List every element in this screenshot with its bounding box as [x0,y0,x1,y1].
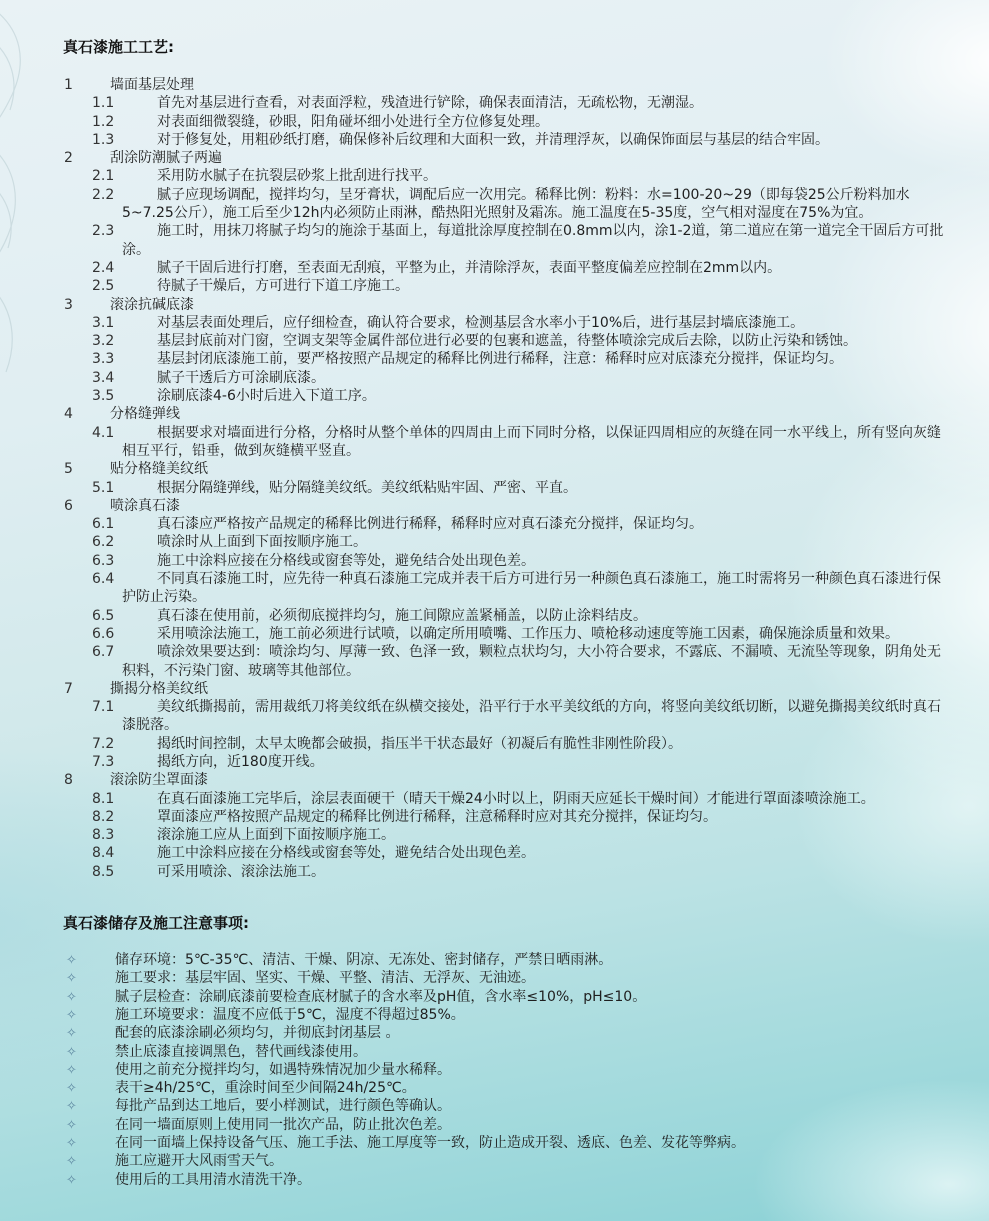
step-number: 6.7 [92,644,115,661]
process-step-row [0,552,989,570]
step-number: 4.1 [92,424,115,441]
section-title: 分格缝弹线 [110,406,180,423]
step-number: 8.1 [92,790,115,807]
process-step-row [0,790,989,808]
process-step-row [0,94,989,112]
four-pointed-star-icon: ✧ [66,1099,77,1115]
note-text: 每批产品到达工地后，要小样测试，进行颜色等确认。 [115,1098,451,1115]
four-pointed-star-icon: ✧ [66,1007,77,1023]
step-text: 罩面漆应严格按照产品规定的稀释比例进行稀释，注意稀释时应对其充分搅拌，保证均匀。 [157,808,717,825]
step-text: 腻子干透后方可涂刷底漆。 [157,369,325,386]
step-number: 6.1 [92,516,115,533]
step-number: 6.5 [92,607,115,624]
step-text: 喷涂时从上面到下面按顺序施工。 [157,534,367,551]
step-number: 1.3 [92,131,115,148]
section-heading-row [0,680,989,698]
process-list [0,76,989,881]
step-number: 8.4 [92,845,115,862]
process-step-row [0,167,989,185]
step-number: 7.3 [92,753,115,770]
process-step-row [0,698,989,735]
section-number: 4 [64,406,73,423]
section-title: 刮涂防潮腻子两遍 [110,150,222,167]
step-number: 3.3 [92,351,115,368]
note-text: 在同一面墙上保持设备气压、施工手法、施工厚度等一致，防止造成开裂、透底、色差、发花等弊病。 [115,1135,745,1152]
notes-list [0,951,989,1189]
step-number: 3.4 [92,369,115,386]
section-number: 3 [64,296,73,313]
process-step-row [0,863,989,881]
note-item-row [0,1024,989,1042]
four-pointed-star-icon: ✧ [66,971,77,987]
step-number: 6.6 [92,625,115,642]
section-number: 8 [64,772,73,789]
process-step-row [0,131,989,149]
section-number: 1 [64,77,73,93]
step-number: 2.4 [92,259,115,276]
four-pointed-star-icon: ✧ [66,1117,77,1133]
process-step-row [0,808,989,826]
process-step-row [0,643,989,680]
step-number: 7.2 [92,735,115,752]
process-step-row [0,515,989,533]
four-pointed-star-icon: ✧ [66,1044,77,1060]
step-text: 基层封底前对门窗，空调支架等金属件部位进行必要的包裹和遮盖，待整体喷涂完成后去除，以防止污染和锈蚀。 [157,333,857,350]
note-item-row [0,1171,989,1189]
four-pointed-star-icon: ✧ [66,989,77,1005]
process-step-row [0,753,989,771]
step-number: 8.5 [92,863,115,880]
four-pointed-star-icon: ✧ [66,1172,77,1188]
step-text: 真石漆应严格按产品规定的稀释比例进行稀释，稀释时应对真石漆充分搅拌，保证均匀。 [157,516,703,533]
step-text: 揭纸时间控制，太早太晚都会破损，指压半干状态最好（初凝后有脆性非刚性阶段）。 [157,735,682,752]
step-text: 涂刷底漆4-6小时后进入下道工序。 [157,388,376,405]
step-number: 2.1 [92,168,115,185]
process-step-row [0,844,989,862]
section-heading-row [0,497,989,515]
step-number: 2.3 [92,223,115,240]
step-number: 1.2 [92,113,115,130]
step-number: 3.5 [92,388,115,405]
step-text: 腻子应现场调配，搅拌均匀，呈牙膏状，调配后应一次用完。稀释比例：粉料：水=100-20~29（即每袋25公斤粉料加水5~7.25公斤），施工后至少12h内必须防止雨淋，酷热阳光照射及霜冻。施工温度在5-35度，空气相对湿度在75%为宜。 [122,186,910,222]
step-text: 对表面细微裂缝，砂眼，阳角碰坏细小处进行全方位修复处理。 [157,113,549,130]
note-text: 使用之前充分搅拌均匀，如遇特殊情况加少量水稀释。 [115,1061,451,1078]
section-number: 6 [64,497,73,514]
note-item-row [0,1097,989,1115]
four-pointed-star-icon: ✧ [66,1154,77,1170]
process-step-row [0,186,989,223]
section-title: 喷涂真石漆 [110,497,180,514]
step-text: 美纹纸撕揭前，需用裁纸刀将美纹纸在纵横交接处，沿平行于水平美纹纸的方向，将竖向美纹纸切断，以避免撕揭美纹纸时真石漆脱落。 [122,699,941,734]
step-number: 2.5 [92,278,115,295]
step-text: 施工中涂料应接在分格线或窗套等处，避免结合处出现色差。 [157,552,535,569]
page-title: 真石漆施工工艺: [63,38,174,56]
process-step-row [0,350,989,368]
section-heading-row [0,460,989,478]
section-heading-row [0,771,989,789]
section-title: 贴分格缝美纹纸 [110,461,208,478]
note-item-row [0,1043,989,1061]
step-number: 8.2 [92,808,115,825]
four-pointed-star-icon: ✧ [66,1062,77,1078]
section-title: 滚涂防尘罩面漆 [110,772,208,789]
process-step-row [0,479,989,497]
step-text: 采用喷涂法施工，施工前必须进行试喷，以确定所用喷嘴、工作压力、喷枪移动速度等施工因素，确保施涂质量和效果。 [157,625,899,642]
process-step-row [0,826,989,844]
section-heading-row [0,405,989,423]
notes-title: 真石漆储存及施工注意事项: [63,914,249,933]
note-item-row [0,969,989,987]
step-text: 根据分隔缝弹线，贴分隔缝美纹纸。美纹纸粘贴牢固、严密、平直。 [157,479,577,496]
section-title: 墙面基层处理 [110,77,194,93]
step-text: 待腻子干燥后，方可进行下道工序施工。 [157,278,409,295]
note-text: 使用后的工具用清水清洗干净。 [115,1171,311,1188]
step-number: 7.1 [92,699,115,716]
step-text: 揭纸方向，近180度开线。 [157,753,324,770]
process-step-row [0,259,989,277]
step-text: 滚涂施工应从上面到下面按顺序施工。 [157,827,395,844]
step-text: 不同真石漆施工时，应先待一种真石漆施工完成并表干后方可进行另一种颜色真石漆施工，施工时需将另一种颜色真石漆进行保护防止污染。 [122,571,941,606]
step-text: 真石漆在使用前，必须彻底搅拌均匀，施工间隙应盖紧桶盖，以防止涂料结皮。 [157,607,647,624]
process-step-row [0,113,989,131]
step-text: 在真石面漆施工完毕后，涂层表面硬干（晴天干燥24小时以上，阴雨天应延长干燥时间）才能进行罩面漆喷涂施工。 [157,790,875,807]
note-text: 表干≥4h/25℃，重涂时间至少间隔24h/25℃。 [115,1080,416,1097]
step-text: 采用防水腻子在抗裂层砂浆上批刮进行找平。 [157,168,437,185]
step-text: 可采用喷涂、滚涂法施工。 [157,863,325,880]
step-text: 喷涂效果要达到：喷涂均匀、厚薄一致、色泽一致，颗粒点状均匀，大小符合要求，不露底、不漏喷、无流坠等现象，阴角处无积料，不污染门窗、玻璃等其他部位。 [122,644,941,679]
process-step-row [0,222,989,259]
step-number: 2.2 [92,186,115,203]
note-text: 禁止底漆直接调黑色，替代画线漆使用。 [115,1043,367,1060]
step-text: 对于修复处，用粗砂纸打磨，确保修补后纹理和大面积一致，并清理浮灰，以确保饰面层与基层的结合牢固。 [157,131,829,148]
section-title: 滚涂抗碱底漆 [110,296,194,313]
four-pointed-star-icon: ✧ [66,1026,77,1042]
section-heading-row [0,149,989,167]
step-text: 施工时，用抹刀将腻子均匀的施涂于基面上，每道批涂厚度控制在0.8mm以内，涂1-2道，第二道应在第一道完全干固后方可批涂。 [122,223,944,258]
step-number: 1.1 [92,95,115,112]
note-item-row [0,1006,989,1024]
note-item-row [0,988,989,1006]
note-text: 在同一墙面原则上使用同一批次产品，防止批次色差。 [115,1116,451,1133]
step-text: 对基层表面处理后，应仔细检查，确认符合要求，检测基层含水率小于10%后，进行基层封墙底漆施工。 [157,314,805,331]
note-text: 储存环境：5℃-35℃、清洁、干燥、阴凉、无冻处、密封储存，严禁日晒雨淋。 [115,952,613,969]
process-step-row [0,625,989,643]
note-text: 施工应避开大风雨雪天气。 [115,1153,283,1170]
note-item-row [0,1134,989,1152]
process-step-row [0,332,989,350]
section-number: 2 [64,150,73,167]
step-text: 基层封闭底漆施工前，要严格按照产品规定的稀释比例进行稀释，注意：稀释时应对底漆充分搅拌，保证均匀。 [157,351,843,368]
process-step-row [0,314,989,332]
step-number: 3.1 [92,314,115,331]
process-step-row [0,387,989,405]
step-text: 腻子干固后进行打磨，至表面无刮痕，平整为止，并清除浮灰，表面平整度偏差应控制在2mm以内。 [157,259,782,276]
step-number: 8.3 [92,827,115,844]
note-text: 配套的底漆涂刷必须均匀，并彻底封闭基层 。 [115,1025,400,1042]
step-text: 首先对基层进行查看，对表面浮粒，残渣进行铲除，确保表面清洁，无疏松物，无潮湿。 [157,95,703,112]
step-number: 3.2 [92,333,115,350]
section-number: 7 [64,680,73,697]
process-step-row [0,424,989,461]
section-heading-row [0,76,989,94]
section-number: 5 [64,461,73,478]
note-text: 施工环境要求：温度不应低于5℃，湿度不得超过85%。 [115,1006,465,1023]
four-pointed-star-icon: ✧ [66,1081,77,1097]
process-step-row [0,369,989,387]
step-number: 5.1 [92,479,115,496]
note-item-row [0,1079,989,1097]
four-pointed-star-icon: ✧ [66,953,77,969]
process-step-row [0,735,989,753]
note-item-row [0,1061,989,1079]
section-title: 撕揭分格美纹纸 [110,680,208,697]
note-text: 腻子层检查：涂刷底漆前要检查底材腻子的含水率及pH值，含水率≤10%，pH≤10。 [115,988,647,1005]
four-pointed-star-icon: ✧ [66,1136,77,1152]
step-number: 6.3 [92,552,115,569]
note-item-row [0,1116,989,1134]
step-text: 施工中涂料应接在分格线或窗套等处，避免结合处出现色差。 [157,845,535,862]
step-text: 根据要求对墙面进行分格，分格时从整个单体的四周由上而下同时分格，以保证四周相应的灰缝在同一水平线上，所有竖向灰缝相互平行，铅垂，做到灰缝横平竖直。 [122,424,941,459]
note-text: 施工要求：基层牢固、坚实、干燥、平整、清洁、无浮灰、无油迹。 [115,970,535,987]
note-item-row [0,1152,989,1170]
section-heading-row [0,296,989,314]
process-step-row [0,277,989,295]
process-step-row [0,533,989,551]
process-step-row [0,607,989,625]
step-number: 6.4 [92,571,115,588]
process-step-row [0,570,989,607]
step-number: 6.2 [92,534,115,551]
note-item-row [0,951,989,969]
